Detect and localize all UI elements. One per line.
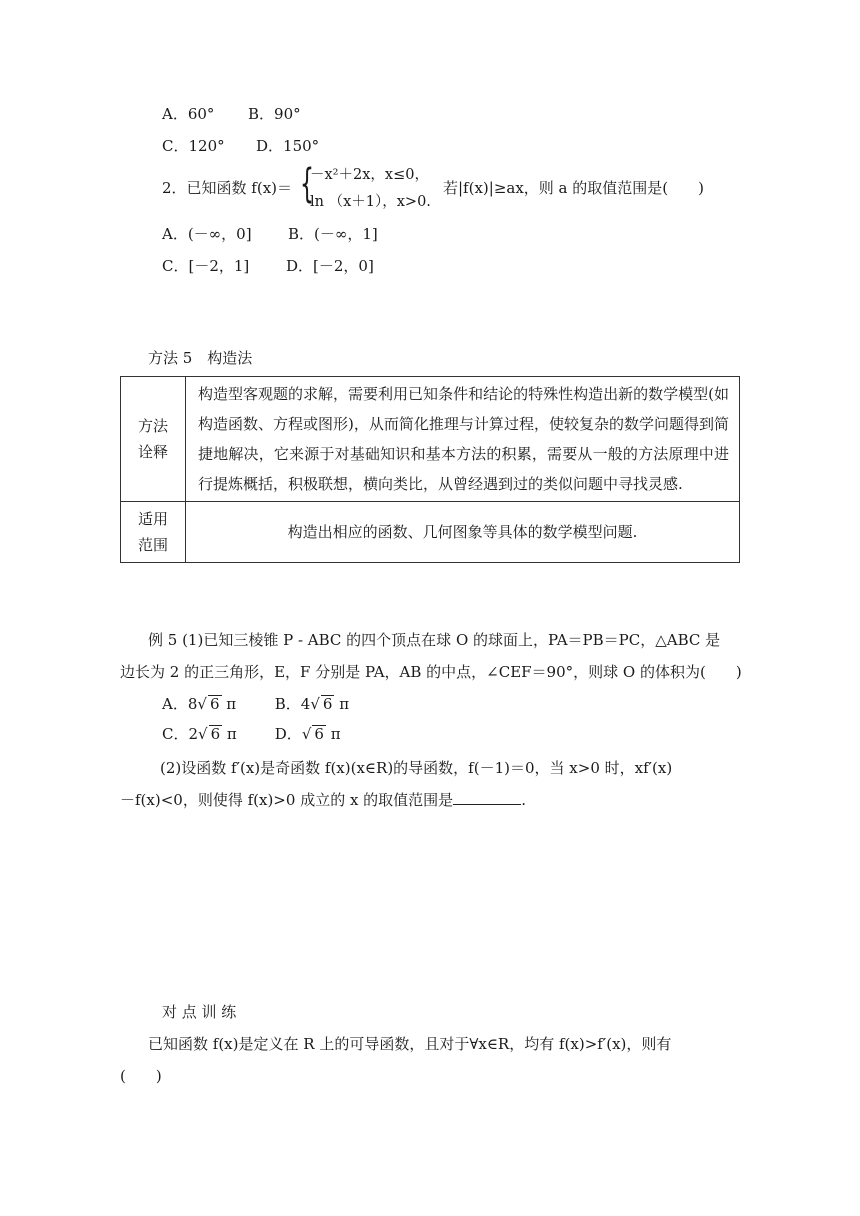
method-explanation-text: 构造型客观题的求解，需要利用已知条件和结论的特殊性构造出新的数学模型(如构造函数、方程或图形)，从而简化推理与计算过程，使较复杂的数学问题得到简捷地解决，它来源于对基础知识和基本方法的积累，需要从一般的方法原理中进行提炼概括，积极联想，横向类比，从曾经遇到过的类似问题中寻找灵感. xyxy=(186,377,740,502)
example5-options-row1 xyxy=(162,694,349,714)
example5-line2: 边长为 2 的正三角形，E，F 分别是 PA，AB 的中点，∠CEF＝90°，则球 O 的体积为( ) xyxy=(120,663,742,681)
scope-header-line1: 适用 xyxy=(137,510,168,528)
q2-case1: －x²＋2x，x≤0， xyxy=(310,167,429,183)
method-row-scope xyxy=(121,502,740,563)
q1-option-b: B．90° xyxy=(248,105,301,123)
q2-option-b: B．(－∞，1] xyxy=(288,225,378,243)
example5-option-b: B．4√ 6 π xyxy=(274,695,350,713)
q2-case2: ln （x＋1），x>0. xyxy=(310,194,431,210)
sqrt-icon: √ xyxy=(197,695,207,713)
method-header-line2: 诠释 xyxy=(137,443,168,461)
q2-option-d: D．[－2，0] xyxy=(286,257,374,275)
sqrt-icon: √ xyxy=(198,725,208,743)
scope-text: 构造出相应的函数、几何图象等具体的数学模型问题. xyxy=(186,502,740,563)
q2-suffix: 若|f(x)|≥ax，则 a 的取值范围是( ) xyxy=(443,179,704,197)
q1-option-c: C．120° xyxy=(162,137,225,155)
practice-title: 对 点 训 练 xyxy=(162,1003,237,1021)
sqrt-icon: √ xyxy=(301,725,312,743)
practice-line1: 已知函数 f(x)是定义在 R 上的可导函数，且对于∀x∈R，均有 f(x)>f′(x)，则有 xyxy=(148,1035,672,1053)
piecewise-brace: { xyxy=(300,161,314,207)
q2-option-c: C．[－2，1] xyxy=(162,257,250,275)
example5-part2-line2: －f(x)<0，则使得 f(x)>0 成立的 x 的取值范围是 . xyxy=(120,791,526,809)
method-header-cell xyxy=(121,377,186,502)
scope-header-line2: 范围 xyxy=(137,536,168,554)
scope-header-cell xyxy=(121,502,186,563)
method-table xyxy=(120,376,740,563)
practice-line2: ( ) xyxy=(120,1067,162,1085)
method-title: 方法 5 构造法 xyxy=(148,349,253,367)
example5-option-c: C．2√ 6 π xyxy=(162,725,237,743)
example5-option-a: A．8√ 6 π xyxy=(162,695,237,713)
q1-option-a: A．60° xyxy=(162,105,215,123)
answer-blank xyxy=(453,790,521,805)
sqrt-icon: √ xyxy=(310,695,320,713)
q2-option-a: A．(－∞，0] xyxy=(162,225,252,243)
example5-option-d: D．√ 6 π xyxy=(274,725,341,743)
q1-options-row2 xyxy=(162,136,319,156)
q2-options-row2 xyxy=(162,256,374,276)
method-header-line1: 方法 xyxy=(137,417,168,435)
q2-prefix: 2．已知函数 f(x)＝ xyxy=(162,179,293,197)
example5-line1: 例 5 (1)已知三棱锥 P - ABC 的四个顶点在球 O 的球面上，PA＝PB＝PC，△ABC 是 xyxy=(148,631,721,649)
example5-options-row2 xyxy=(162,724,341,744)
q1-options-row1 xyxy=(162,104,301,124)
method-row-explanation xyxy=(121,377,740,502)
q2-options-row1 xyxy=(162,224,378,244)
q1-option-d: D．150° xyxy=(256,137,320,155)
example5-part2-line1: (2)设函数 f′(x)是奇函数 f(x)(x∈R)的导函数，f(－1)＝0，当 x>0 时，xf′(x) xyxy=(160,759,673,777)
